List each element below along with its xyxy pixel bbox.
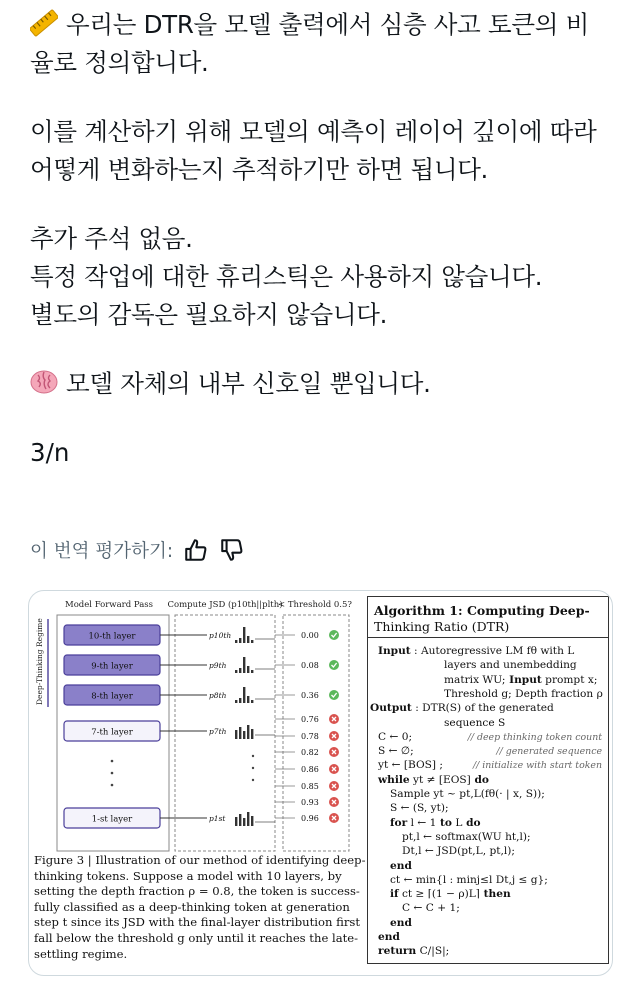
check-icon [329,690,339,700]
algorithm-line: end [378,931,400,943]
histogram-bar [235,817,237,826]
distribution-label: p7th [209,727,227,736]
figure-caption [34,853,374,962]
layer-label: 7-th layer [91,727,133,738]
algorithm-line: S ← ∅; [378,745,414,758]
check-icon [329,660,339,670]
algorithm-line: matrix WU; Input prompt x; [444,673,598,686]
post-line: 추가 주석 없음. [30,224,193,253]
layer-label: 1-st layer [91,814,133,825]
post-paragraph-1 [30,6,620,82]
histogram-bar [243,657,245,673]
algorithm-line: return C/|S|; [378,945,450,958]
algorithm-line: Dt,l ← JSD(pt,L, pt,l); [402,845,515,858]
check-icon [329,630,339,640]
post-line: 별도의 감독은 필요하지 않습니다. [30,300,388,329]
post-line: 어떻게 변화하는지 추적하기만 하면 됩니다. [30,155,489,184]
histogram-bar [239,638,241,643]
distribution-label: p1st [209,814,226,823]
jsd-value: 0.78 [301,732,319,741]
thread-counter: 3/n [30,438,70,467]
histogram-bar [239,668,241,673]
algorithm-line: S ← (S, yt); [390,802,449,815]
jsd-value: 0.76 [301,715,319,724]
post-paragraph-3 [30,220,620,334]
algorithm-title: Algorithm 1: Computing Deep- Thinking Ratio (DTR) [374,603,590,634]
histogram-bar [247,812,249,826]
distribution-label: p10th [209,631,232,640]
ellipsis-dot [111,760,114,763]
algorithm-line: Input : Autoregressive LM fθ with L [378,645,575,657]
jsd-value: 0.82 [301,748,319,757]
post-paragraph-4 [30,365,620,403]
algorithm-line: sequence S [444,716,506,729]
algorithm-divider [368,637,608,638]
post-line: 우리는 DTR을 모델 출력에서 심층 사고 토큰의 비 [66,10,589,39]
figure-column-title: < Threshold 0.5? [278,600,352,610]
layer-label: 10-th layer [88,631,136,642]
algorithm-line: pt,l ← softmax(WU ht,l); [402,830,531,843]
algorithm-line: while yt ≠ [EOS] do [378,773,489,786]
layer-label: 9-th layer [91,661,133,672]
histogram-bar [235,730,237,739]
algorithm-line: Sample yt ~ pt,L(fθ(· | x, S)); [390,788,545,800]
caption-line: settling regime. [34,946,128,961]
histogram-bar [247,636,249,643]
algorithm-line: if ct ≥ ⌈(1 − ρ)L⌉ then [390,888,511,901]
post-text [30,6,620,472]
histogram-bar [243,627,245,643]
jsd-value: 0.86 [301,765,319,774]
algorithm-line: yt ← [BOS] ; [378,759,443,772]
distribution-label: p8th [209,691,227,700]
algorithm-line: C ← C + 1; [402,902,460,915]
ellipsis-dot [111,784,114,787]
method-figure [29,591,369,853]
rate-translation [30,537,245,563]
brain-icon [30,368,58,396]
histogram-bar [251,670,253,673]
histogram-bar [251,640,253,643]
thumbs-up-icon[interactable] [183,537,209,563]
algorithm-line: Threshold g; Depth fraction ρ [444,687,603,700]
jsd-value: 0.08 [301,661,319,670]
ellipsis-dot [252,755,254,757]
histogram-bar [247,666,249,673]
histogram-bar [235,670,237,673]
regime-label: Deep-Thinking Regime [35,618,44,705]
histogram-bar [243,687,245,703]
algorithm-line: layers and unembedding [444,659,577,672]
caption-line: setting the depth fraction ρ = 0.8, the token is success- [34,884,360,899]
algorithm-box [367,596,609,964]
attached-image-card[interactable] [28,590,613,976]
histogram-bar [251,729,253,739]
histogram-bar [239,727,241,739]
algorithm-line: end [390,859,412,872]
caption-line: thinking tokens. Suppose a model with 10 layers, by [34,868,342,883]
ellipsis-dot [252,779,254,781]
algorithm-line: for l ← 1 to L do [390,816,481,829]
post-paragraph-2 [30,113,620,189]
algorithm-line: ct ← min{l : minj≤l Dt,j ≤ g}; [390,873,548,886]
histogram-bar [247,696,249,703]
distribution-label: p9th [209,661,227,670]
algorithm-comment: // generated sequence [496,746,602,758]
rate-translation-label: 이 번역 평가하기: [30,541,174,562]
histogram-bar [243,731,245,739]
jsd-value: 0.85 [301,782,319,791]
jsd-value: 0.96 [301,814,319,823]
ellipsis-dot [111,772,114,775]
post-line: 모델 자체의 내부 신호일 뿐입니다. [66,369,431,398]
layer-label: 8-th layer [91,691,133,702]
thumbs-down-icon[interactable] [219,537,245,563]
post-line: 이를 계산하기 위해 모델의 예측이 레이어 깊이에 따라 [30,117,597,146]
post-line: 특정 작업에 대한 휴리스틱은 사용하지 않습니다. [30,262,543,291]
algorithm-line: C ← 0; [378,730,413,743]
histogram-bar [243,818,245,826]
figure-column-title: Model Forward Pass [64,600,154,610]
algorithm-comment: // initialize with start token [472,760,602,772]
histogram-bar [251,700,253,703]
histogram-bar [239,698,241,703]
figure-column-title: Compute JSD (p10th||plth) [167,600,283,610]
caption-line: fully classified as a deep-thinking token at generation [34,899,350,914]
ellipsis-dot [252,767,254,769]
algorithm-comment: // deep thinking token count [467,731,602,743]
histogram-bar [247,725,249,739]
post-line: 율로 정의합니다. [30,48,209,77]
jsd-value: 0.93 [301,798,319,807]
jsd-value: 0.00 [301,631,319,640]
caption-line: fall below the threshold g only until it reaches the late- [34,930,359,945]
algorithm-line: Output : DTR(S) of the generated [370,702,554,715]
caption-line: step t since its JSD with the final-layer distribution first [34,915,361,930]
histogram-bar [239,814,241,826]
histogram-bar [235,700,237,703]
histogram-bar [251,816,253,826]
algorithm-line: end [390,916,412,929]
jsd-value: 0.36 [301,691,319,700]
histogram-bar [235,640,237,643]
caption-line: Figure 3 | Illustration of our method of identifying deep- [34,853,366,867]
ruler-icon [30,9,58,37]
